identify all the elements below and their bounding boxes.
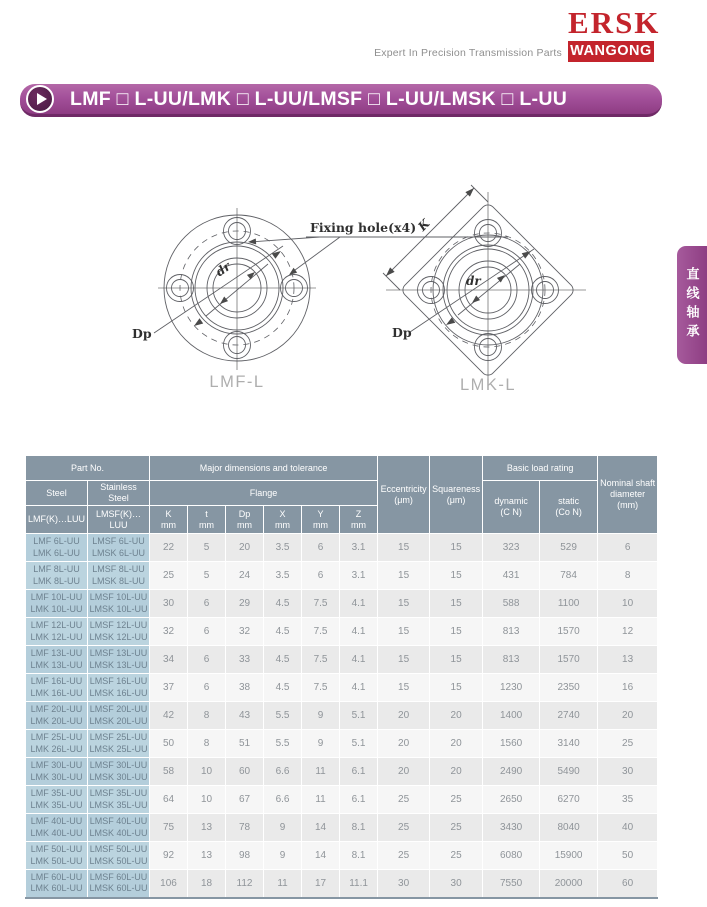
cell-k: 22 (150, 534, 188, 562)
cell-z: 11.1 (340, 870, 378, 898)
cell-eccentricity: 15 (378, 534, 430, 562)
dynamic-label: dynamic (494, 496, 528, 507)
cell-t: 18 (188, 870, 226, 898)
cell-k: 34 (150, 646, 188, 674)
cell-dynamic: 588 (483, 590, 540, 618)
cell-x: 4.5 (264, 618, 302, 646)
cell-squareness: 15 (430, 562, 483, 590)
cell-static: 3140 (540, 730, 598, 758)
cell-k: 32 (150, 618, 188, 646)
cell-squareness: 15 (430, 618, 483, 646)
cell-t: 6 (188, 674, 226, 702)
col-header-dim-t (188, 506, 226, 534)
dim-t-label: t (205, 508, 208, 519)
cell-dynamic: 323 (483, 534, 540, 562)
cell-y: 14 (302, 814, 340, 842)
col-header-steel: Steel (26, 481, 88, 506)
squareness-label: Squareness (432, 483, 481, 494)
lmf-dr-label: dr (213, 259, 234, 280)
cell-eccentricity: 25 (378, 842, 430, 870)
lmk-drawing (383, 185, 586, 394)
col-header-flange: Flange (150, 481, 378, 506)
cell-squareness: 20 (430, 702, 483, 730)
col-header-nominal-shaft: Nominal shaft diameter (mm) (598, 456, 658, 534)
cell-y: 9 (302, 730, 340, 758)
cell-x: 5.5 (264, 730, 302, 758)
cell-squareness: 15 (430, 674, 483, 702)
dim-t-unit: mm (199, 519, 215, 530)
cell-dynamic: 7550 (483, 870, 540, 898)
cell-t: 8 (188, 702, 226, 730)
cell-shaft: 12 (598, 618, 658, 646)
steel-part-no: LMF 50L-UU LMK 50L-UU (26, 842, 88, 870)
cell-z: 6.1 (340, 758, 378, 786)
cell-dynamic: 813 (483, 646, 540, 674)
table-row (26, 758, 658, 786)
cell-squareness: 15 (430, 534, 483, 562)
cell-eccentricity: 25 (378, 786, 430, 814)
cell-dynamic: 2490 (483, 758, 540, 786)
cell-x: 6.6 (264, 786, 302, 814)
cell-static: 2740 (540, 702, 598, 730)
cell-z: 4.1 (340, 590, 378, 618)
table-row (26, 786, 658, 814)
cell-k: 30 (150, 590, 188, 618)
steel-part-no: LMF 12L-UU LMK 12L-UU (26, 618, 88, 646)
lmf-dp-label: Dp (132, 326, 152, 341)
cell-t: 8 (188, 730, 226, 758)
static-unit: (Co N) (555, 507, 582, 517)
table-row (26, 646, 658, 674)
cell-t: 6 (188, 646, 226, 674)
cell-dp: 38 (226, 674, 264, 702)
steel-part-no: LMF 10L-UU LMK 10L-UU (26, 590, 88, 618)
cell-x: 9 (264, 814, 302, 842)
steel-part-no: LMF 60L-UU LMK 60L-UU (26, 870, 88, 898)
cell-k: 42 (150, 702, 188, 730)
lmf-drawing (132, 208, 508, 391)
cell-dynamic: 6080 (483, 842, 540, 870)
cell-y: 9 (302, 702, 340, 730)
cell-t: 6 (188, 618, 226, 646)
cell-eccentricity: 15 (378, 562, 430, 590)
col-header-dim-dp (226, 506, 264, 534)
cell-t: 10 (188, 758, 226, 786)
cell-squareness: 15 (430, 590, 483, 618)
cell-x: 4.5 (264, 590, 302, 618)
cell-x: 4.5 (264, 646, 302, 674)
cell-shaft: 8 (598, 562, 658, 590)
brand-tagline: Expert In Precision Transmission Parts (374, 47, 562, 59)
brand-logo-subtext: WANGONG (568, 41, 654, 62)
cell-static: 529 (540, 534, 598, 562)
section-title-bar (20, 84, 662, 117)
cell-dp: 20 (226, 534, 264, 562)
table-header (26, 456, 658, 534)
cell-z: 5.1 (340, 730, 378, 758)
cell-y: 14 (302, 842, 340, 870)
cell-static: 8040 (540, 814, 598, 842)
cell-shaft: 25 (598, 730, 658, 758)
steel-part-no: LMF 13L-UU LMK 13L-UU (26, 646, 88, 674)
dim-y-unit: mm (313, 519, 329, 530)
table-row (26, 730, 658, 758)
col-header-part-no: Part No. (26, 456, 150, 481)
dynamic-unit: (C N) (500, 507, 522, 517)
cell-dp: 112 (226, 870, 264, 898)
stainless-part-no: LMSF 20L-UU LMSK 20L-UU (88, 702, 150, 730)
spec-table (25, 455, 658, 899)
steel-part-no: LMF 6L-UU LMK 6L-UU (26, 534, 88, 562)
cell-squareness: 20 (430, 758, 483, 786)
cell-k: 50 (150, 730, 188, 758)
steel-part-no: LMF 25L-UU LMK 26L-UU (26, 730, 88, 758)
table-row (26, 590, 658, 618)
cell-dp: 43 (226, 702, 264, 730)
cell-shaft: 6 (598, 534, 658, 562)
cell-shaft: 10 (598, 590, 658, 618)
cell-y: 7.5 (302, 646, 340, 674)
stainless-part-no: LMSF 8L-UU LMSK 8L-UU (88, 562, 150, 590)
cell-x: 3.5 (264, 534, 302, 562)
table-row (26, 562, 658, 590)
cell-shaft: 16 (598, 674, 658, 702)
cell-k: 58 (150, 758, 188, 786)
lmf-caption: LMF-L (209, 373, 265, 391)
cell-shaft: 60 (598, 870, 658, 898)
cell-y: 11 (302, 786, 340, 814)
cell-dp: 24 (226, 562, 264, 590)
cell-eccentricity: 20 (378, 758, 430, 786)
dim-x-unit: mm (275, 519, 291, 530)
cell-z: 3.1 (340, 534, 378, 562)
cell-dynamic: 3430 (483, 814, 540, 842)
col-header-eccentricity (378, 456, 430, 534)
lmk-caption: LMK-L (459, 376, 517, 394)
cell-dynamic: 1230 (483, 674, 540, 702)
cell-eccentricity: 30 (378, 870, 430, 898)
cell-eccentricity: 15 (378, 590, 430, 618)
cell-x: 4.5 (264, 674, 302, 702)
cell-x: 5.5 (264, 702, 302, 730)
cell-dynamic: 1400 (483, 702, 540, 730)
cell-x: 9 (264, 842, 302, 870)
cell-shaft: 35 (598, 786, 658, 814)
cell-eccentricity: 15 (378, 646, 430, 674)
arrow-glyph (37, 93, 47, 105)
cell-y: 17 (302, 870, 340, 898)
cell-z: 4.1 (340, 618, 378, 646)
cell-dp: 33 (226, 646, 264, 674)
steel-part-no: LMF 20L-UU LMK 20L-UU (26, 702, 88, 730)
col-header-squareness (430, 456, 483, 534)
cell-dynamic: 813 (483, 618, 540, 646)
cell-eccentricity: 15 (378, 618, 430, 646)
col-header-basic-load: Basic load rating (483, 456, 598, 481)
dim-x-label: X (279, 508, 286, 519)
cell-z: 5.1 (340, 702, 378, 730)
col-header-steel-code: LMF(K)…LUU (26, 506, 88, 534)
cell-static: 6270 (540, 786, 598, 814)
stainless-part-no: LMSF 35L-UU LMSK 35L-UU (88, 786, 150, 814)
brand-logo-text: ERSK (568, 5, 661, 40)
stainless-part-no: LMSF 16L-UU LMSK 16L-UU (88, 674, 150, 702)
cell-t: 13 (188, 842, 226, 870)
steel-part-no: LMF 35L-UU LMK 35L-UU (26, 786, 88, 814)
steel-part-no: LMF 40L-UU LMK 40L-UU (26, 814, 88, 842)
cell-squareness: 25 (430, 786, 483, 814)
stainless-part-no: LMSF 30L-UU LMSK 30L-UU (88, 758, 150, 786)
steel-part-no: LMF 30L-UU LMK 30L-UU (26, 758, 88, 786)
cell-t: 10 (188, 786, 226, 814)
cell-x: 11 (264, 870, 302, 898)
cell-dp: 51 (226, 730, 264, 758)
cell-y: 6 (302, 534, 340, 562)
brand-logo (568, 5, 661, 62)
cell-x: 3.5 (264, 562, 302, 590)
squareness-unit: (μm) (446, 494, 466, 505)
dim-z-unit: mm (351, 519, 367, 530)
stainless-part-no: LMSF 12L-UU LMSK 12L-UU (88, 618, 150, 646)
cell-static: 784 (540, 562, 598, 590)
cell-y: 7.5 (302, 618, 340, 646)
col-header-static (540, 481, 598, 534)
cell-z: 8.1 (340, 814, 378, 842)
table-body (26, 534, 658, 898)
cell-eccentricity: 15 (378, 674, 430, 702)
cell-y: 7.5 (302, 590, 340, 618)
col-header-dim-x (264, 506, 302, 534)
col-header-dim-z (340, 506, 378, 534)
lmk-dr-label: dr (466, 274, 481, 288)
col-header-dim-k (150, 506, 188, 534)
stainless-part-no: LMSF 40L-UU LMSK 40L-UU (88, 814, 150, 842)
cell-y: 11 (302, 758, 340, 786)
stainless-part-no: LMSF 25L-UU LMSK 25L-UU (88, 730, 150, 758)
steel-part-no: LMF 16L-UU LMK 16L-UU (26, 674, 88, 702)
cell-y: 7.5 (302, 674, 340, 702)
cell-z: 4.1 (340, 646, 378, 674)
col-header-stainless: Stainless Steel (88, 481, 150, 506)
cell-shaft: 13 (598, 646, 658, 674)
cell-dp: 67 (226, 786, 264, 814)
col-header-major-dims: Major dimensions and tolerance (150, 456, 378, 481)
table-row (26, 870, 658, 898)
cell-z: 8.1 (340, 842, 378, 870)
section-title: LMF □ L-UU/LMK □ L-UU/LMSF □ L-UU/LMSK □ L-UU (70, 87, 568, 110)
cell-t: 5 (188, 562, 226, 590)
cell-dp: 32 (226, 618, 264, 646)
cell-eccentricity: 20 (378, 702, 430, 730)
cell-shaft: 20 (598, 702, 658, 730)
stainless-part-no: LMSF 10L-UU LMSK 10L-UU (88, 590, 150, 618)
col-header-dim-y (302, 506, 340, 534)
cell-k: 75 (150, 814, 188, 842)
cell-static: 1100 (540, 590, 598, 618)
cell-static: 2350 (540, 674, 598, 702)
cell-static: 1570 (540, 646, 598, 674)
dim-k-label: K (165, 508, 172, 519)
table-row (26, 534, 658, 562)
table-row (26, 842, 658, 870)
cell-squareness: 20 (430, 730, 483, 758)
cell-dynamic: 431 (483, 562, 540, 590)
cell-static: 5490 (540, 758, 598, 786)
cell-dp: 60 (226, 758, 264, 786)
technical-drawings (0, 158, 707, 410)
cell-squareness: 25 (430, 814, 483, 842)
stainless-part-no: LMSF 50L-UU LMSK 50L-UU (88, 842, 150, 870)
cell-squareness: 15 (430, 646, 483, 674)
side-tab-label: 直线轴承 (684, 267, 700, 343)
cell-t: 13 (188, 814, 226, 842)
cell-dp: 98 (226, 842, 264, 870)
cell-y: 6 (302, 562, 340, 590)
fixing-hole-label: Fixing hole(x4) (310, 220, 417, 235)
dim-dp-unit: mm (237, 519, 253, 530)
stainless-part-no: LMSF 13L-UU LMSK 13L-UU (88, 646, 150, 674)
table-row (26, 814, 658, 842)
cell-shaft: 40 (598, 814, 658, 842)
cell-dp: 29 (226, 590, 264, 618)
lmk-dp-label: Dp (392, 325, 412, 340)
dim-z-label: Z (355, 508, 362, 519)
cell-static: 1570 (540, 618, 598, 646)
stainless-part-no: LMSF 60L-UU LMSK 60L-UU (88, 870, 150, 898)
col-header-stainless-code: LMSF(K)…LUU (88, 506, 150, 534)
cell-eccentricity: 20 (378, 730, 430, 758)
cell-eccentricity: 25 (378, 814, 430, 842)
cell-dynamic: 2650 (483, 786, 540, 814)
col-header-dynamic (483, 481, 540, 534)
dim-y-label: Y (317, 508, 324, 519)
static-label: static (558, 496, 580, 507)
steel-part-no: LMF 8L-UU LMK 8L-UU (26, 562, 88, 590)
eccentricity-unit: (μm) (394, 494, 413, 505)
cell-z: 3.1 (340, 562, 378, 590)
cell-k: 92 (150, 842, 188, 870)
cell-z: 6.1 (340, 786, 378, 814)
play-arrow-icon (26, 85, 54, 113)
cell-k: 64 (150, 786, 188, 814)
table-row (26, 702, 658, 730)
cell-t: 5 (188, 534, 226, 562)
cell-static: 20000 (540, 870, 598, 898)
cell-squareness: 30 (430, 870, 483, 898)
cell-dynamic: 1560 (483, 730, 540, 758)
lmk-k-label: K (415, 216, 433, 234)
cell-squareness: 25 (430, 842, 483, 870)
stainless-part-no: LMSF 6L-UU LMSK 6L-UU (88, 534, 150, 562)
table-row (26, 674, 658, 702)
eccentricity-label: Eccentricity (380, 483, 427, 494)
dim-dp-label: Dp (238, 508, 251, 519)
dim-k-unit: mm (161, 519, 177, 530)
table-row (26, 618, 658, 646)
cell-k: 25 (150, 562, 188, 590)
cell-dp: 78 (226, 814, 264, 842)
cell-shaft: 30 (598, 758, 658, 786)
cell-shaft: 50 (598, 842, 658, 870)
cell-x: 6.6 (264, 758, 302, 786)
cell-static: 15900 (540, 842, 598, 870)
cell-z: 4.1 (340, 674, 378, 702)
cell-k: 106 (150, 870, 188, 898)
cell-t: 6 (188, 590, 226, 618)
cell-k: 37 (150, 674, 188, 702)
